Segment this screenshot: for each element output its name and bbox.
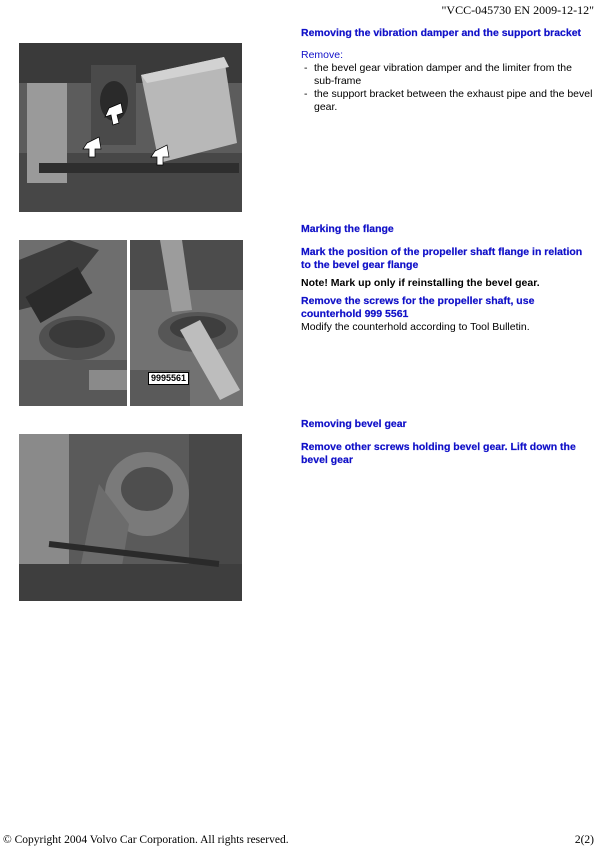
document-id: "VCC-045730 EN 2009-12-12" [441, 3, 594, 17]
propeller-flange-photo-left [19, 240, 127, 406]
section-marking-flange [301, 223, 593, 334]
section3-step1: Remove other screws holding bevel gear. Lift down the bevel gear [301, 441, 576, 466]
section2-note: Note! Mark up only if reinstalling the bevel gear. [301, 277, 540, 289]
section-vibration-damper [301, 27, 593, 114]
list-item: - the support bracket between the exhaust pipe and the bevel gear. [301, 88, 593, 114]
section2-step2: Remove the screws for the propeller shaft, use counterhold 999 5561 [301, 295, 535, 320]
section-removing-bevel-gear [301, 418, 593, 467]
page-number: 2(2) [574, 834, 594, 846]
copyright-footer: © Copyright 2004 Volvo Car Corporation. All rights reserved. [3, 834, 289, 846]
section2-title: Marking the flange [301, 223, 394, 235]
remove-list [301, 62, 593, 114]
list-item: - the bevel gear vibration damper and the limiter from the sub-frame [301, 62, 593, 88]
bevel-gear-photo [19, 434, 242, 601]
section2-step2-detail: Modify the counterhold according to Tool Bulletin. [301, 321, 530, 333]
remove-label: Remove: [301, 49, 344, 61]
section1-title: Removing the vibration damper and the support bracket [301, 27, 582, 39]
section2-step1: Mark the position of the propeller shaft flange in relation to the bevel gear flange [301, 246, 583, 271]
tool-number-label: 9995561 [148, 372, 189, 385]
section3-title: Removing bevel gear [301, 418, 407, 430]
vibration-damper-photo [19, 43, 242, 212]
